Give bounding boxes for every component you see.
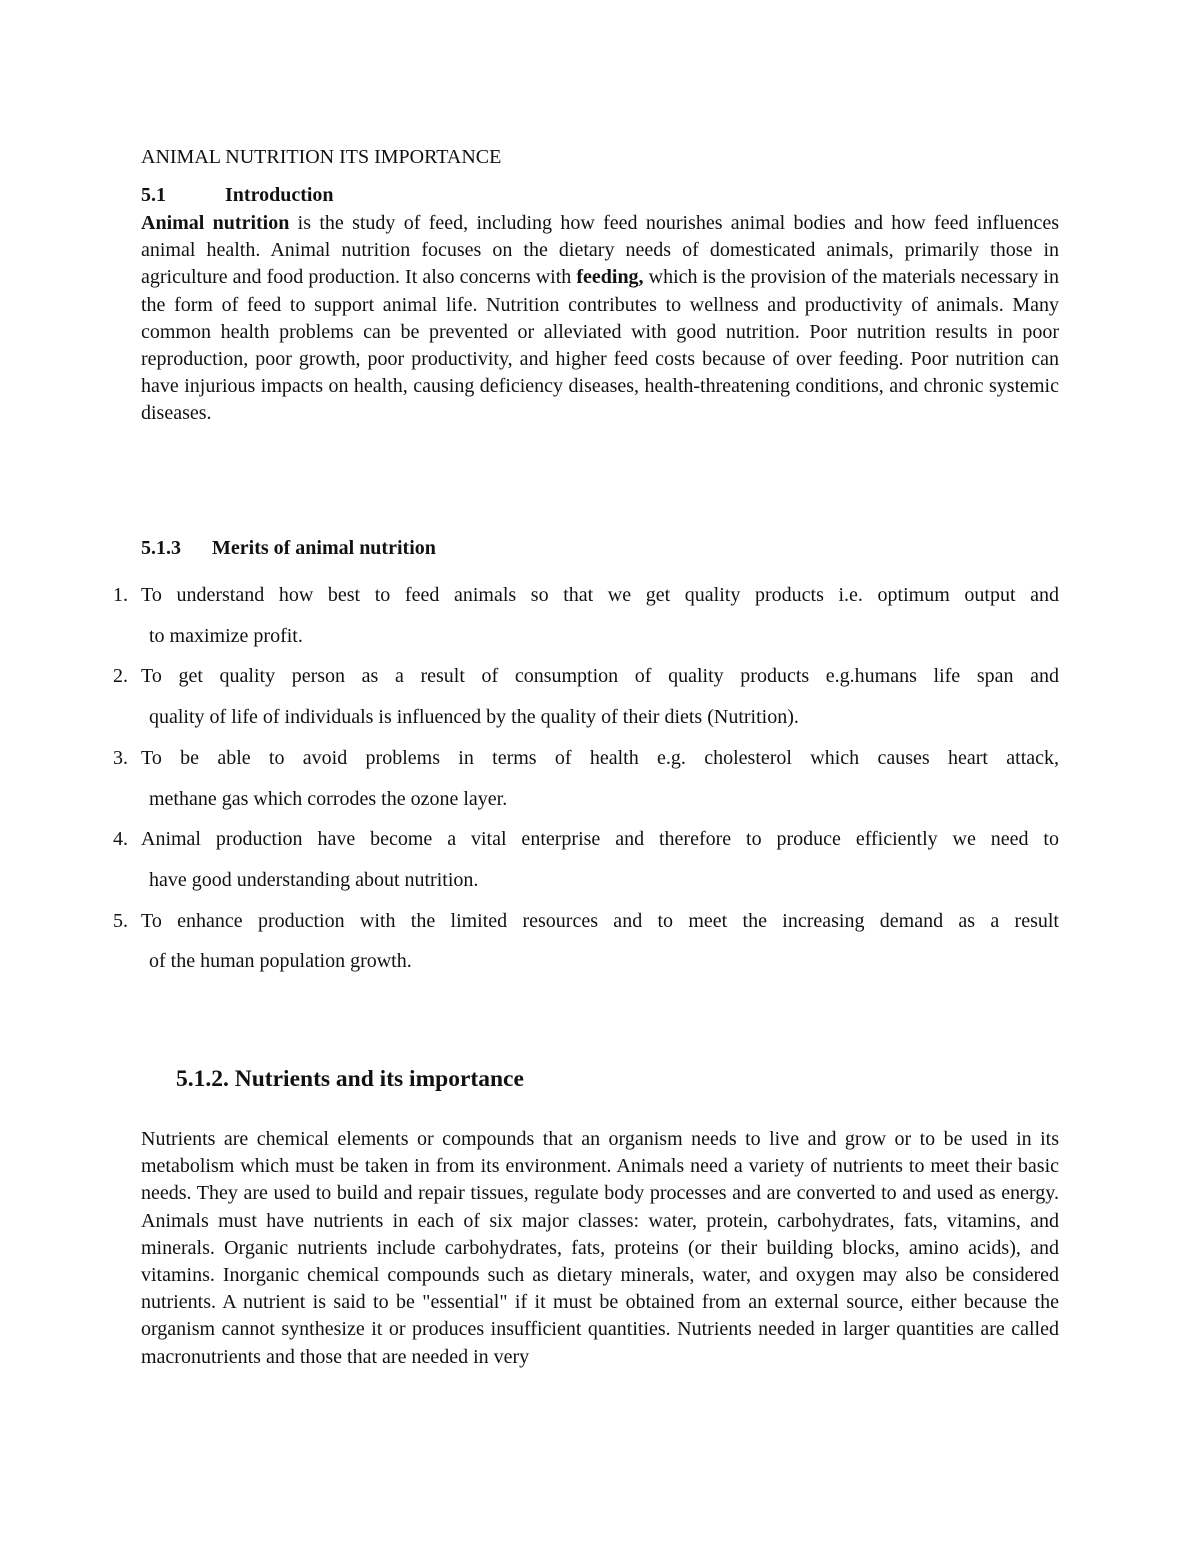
section-number: 5.1.3 (141, 537, 181, 559)
bold-term-feeding: feeding, (576, 266, 644, 289)
list-item (113, 738, 1059, 819)
section-heading-introduction (141, 182, 334, 208)
list-item (113, 656, 1059, 737)
list-item-line1: To get quality person as a result of consumption of quality products e.g.humans life span and (141, 665, 1059, 688)
merits-list (113, 575, 1059, 982)
list-item-line2: of the human population growth. (149, 950, 412, 973)
list-item-line1: Animal production have become a vital enterprise and therefore to produce efficiently we need to (141, 828, 1059, 851)
list-item-number: 5. (113, 909, 128, 932)
section-heading-merits (141, 535, 436, 561)
list-item (113, 901, 1059, 982)
list-item-line1: To enhance production with the limited resources and to meet the increasing demand as a result (141, 909, 1059, 932)
intro-text-part2: which is the provision of the materials necessary in the form of feed to support animal life. Nutrition contributes to wellness and productivity of animals. Many common health problems can be prevented or alleviated with good nutrition. Poor nutrition results in poor reproduction, poor growth, poor productivity, and higher feed costs because of over feeding. Poor nutrition can have injurious impacts on health, causing deficiency diseases, health-threatening conditions, and chronic systemic diseases. (141, 266, 1059, 425)
list-item (113, 819, 1059, 900)
list-item-line1: To be able to avoid problems in terms of health e.g. cholesterol which causes heart attack, (141, 746, 1059, 769)
introduction-paragraph (141, 210, 1059, 428)
list-item-number: 1. (113, 584, 128, 606)
list-item-line2: quality of life of individuals is influenced by the quality of their diets (Nutrition). (149, 706, 799, 729)
section-heading-text: Merits of animal nutrition (212, 537, 436, 559)
list-item (113, 575, 1059, 656)
lead-term: Animal nutrition (141, 212, 290, 234)
list-item-line2: to maximize profit. (149, 624, 303, 647)
list-item-line1: To understand how best to feed animals so that we get quality products i.e. optimum output and (141, 584, 1059, 606)
intro-text-part1: is the study of feed, including how feed nourishes animal bodies and how feed influences animal health. Animal nutrition focuses on the dietary needs of domesticated animals, primarily those in agriculture and food production. It also concerns with (141, 212, 1059, 289)
section-heading-text: Introduction (225, 184, 334, 206)
list-item-number: 2. (113, 665, 128, 688)
list-item-number: 4. (113, 828, 128, 851)
list-item-number: 3. (113, 746, 128, 769)
nutrients-paragraph: Nutrients are chemical elements or compounds that an organism needs to live and grow or to be used in its metabolism which must be taken in from its environment. Animals need a variety of nutrients to meet their basic needs. They are used to build and repair tissues, regulate body processes and are converted to and used as energy. Animals must have nutrients in each of six major classes: water, protein, carbohydrates, fats, vitamins, and minerals. Organic nutrients include carbohydrates, fats, proteins (or their building blocks, amino acids), and vitamins. Inorganic chemical compounds such as dietary minerals, water, and oxygen may also be considered nutrients. A nutrient is said to be "essential" if it must be obtained from an external source, either because the organism cannot synthesize it or produces insufficient quantities. Nutrients needed in larger quantities are called macronutrients and those that are needed in very (141, 1128, 1059, 1368)
section-number: 5.1 (141, 184, 166, 206)
list-item-line2: methane gas which corrodes the ozone layer. (149, 787, 508, 810)
document-title: ANIMAL NUTRITION ITS IMPORTANCE (141, 146, 502, 168)
section-heading-nutrients: 5.1.2. Nutrients and its importance (176, 1066, 524, 1092)
list-item-line2: have good understanding about nutrition. (149, 868, 479, 891)
